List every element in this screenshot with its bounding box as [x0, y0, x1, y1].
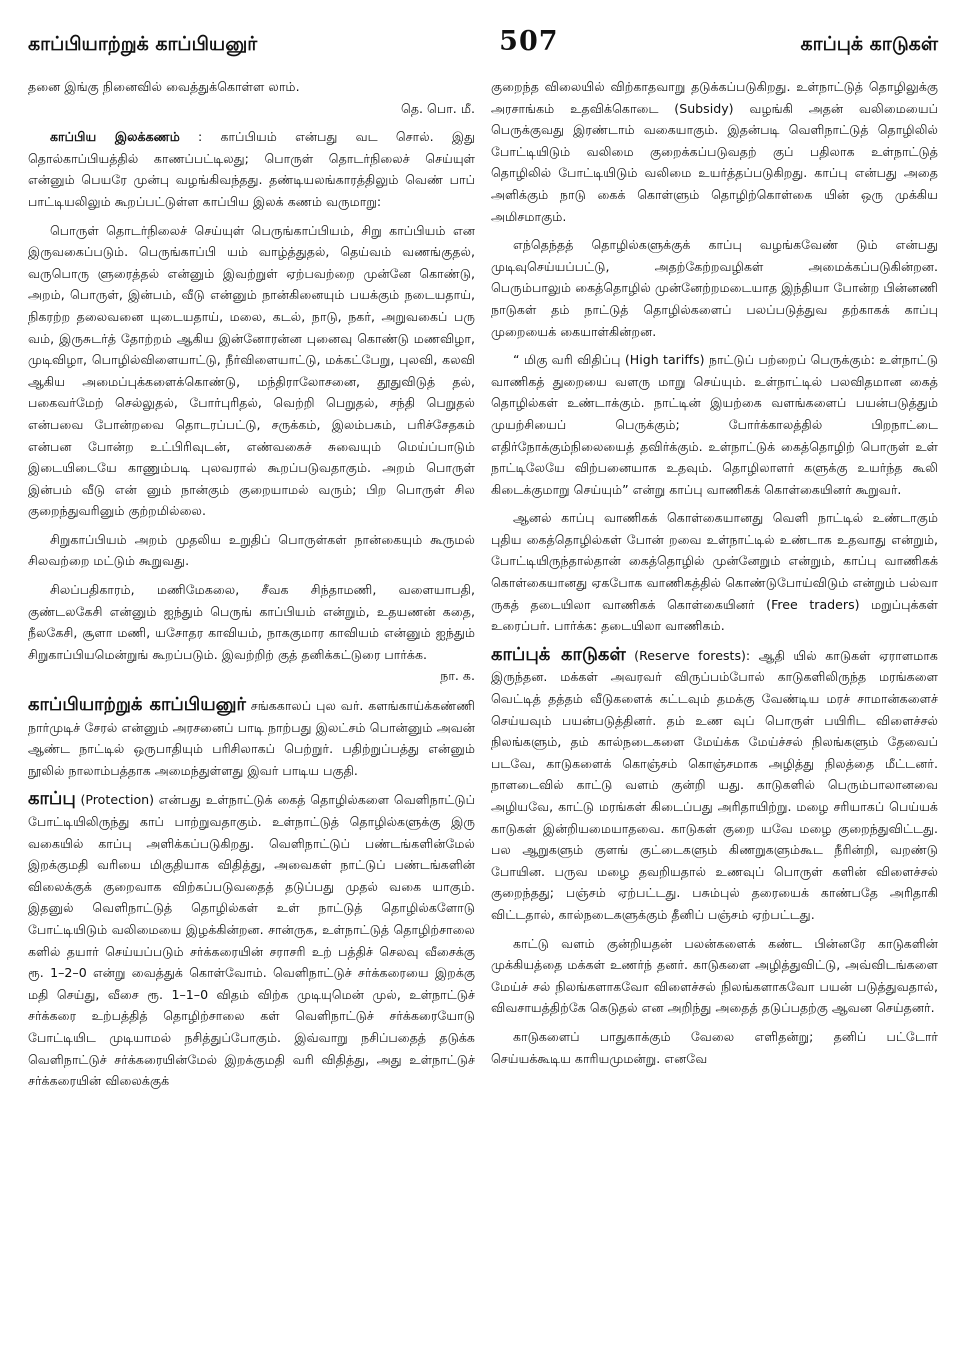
entry-text: (Protection) என்பது உள்நாட்டுக் கைத் தொழில்களை வெளிநாட்டுப் போட்டியிலிருந்து காப் பாற்றுவதாகும். உள்நாட்டுத் தொழில்களுக்கு இரு வகையில் காப்பு அளிக்கப்படுகிறது. வெளிநாட்டுப் பண்டங்களின்மேல் இறக்குமதி வரியை மிகுதியாக விதித்து, அவைகள் நாட்டுப் பண்டங்களின் விலைக்குக் குறைவாக விற்கப்படுவதைத் தடுப்பது முதல் வகை யாகும். இதனுல் வெளிநாட்டுத் தொழில்கள் உள் நாட்டுத் தொழில்களோடு போட்டியிடும் வலிமையை இழக்கின்றன. சான்ருக, உள்நாட்டுத் தொழிற்சாலை களில் தயார் செய்யப்படும் சர்க்கரையின் சராசரி உற் பத்திச் செலவு வீசைக்கு ரூ. 1–2–0 என்று வைத்துக் கொள்வோம். வெளிநாட்டுச் சர்க்கரையை இறக்கு மதி செய்து, வீசை ரூ. 1–1–0 விதம் விற்க முடியுமென் முல், உள்நாட்டுச் சர்க்கரை உற்பத்தித் தொழிற்சாலை கள் வெளிநாட்டுச் சர்க்கரையோடு போட்டியிட முடியாமல் நசித்துப்போகும். இவ்வாறு நசிப்பதைத் தடுக்க வெளிநாட்டுச் சர்க்கரையின்மேல் இறக்குமதி வரி விதித்து, அது உள்நாட்டுச் சர்க்கரையின் விலைக்குக்: [28, 792, 475, 1089]
paragraph-body: சிலப்பதிகாரம், மணிமேகலை, சீவக சிந்தாமணி, வளையாபதி, குண்டலகேசி என்னும் ஐந்தும் பெருங் காப்பியம் என்றும், உதயணன் கதை, நீலகேசி, சூளா மணி, யசோதர காவியம், நாககுமார காவியம் என்னும் ஐந்தும் சிறுகாப்பியமென்றுங் கூறப்படும். இவற்றிற் குத் தனிக்கட்டுரை பார்க்க.: [28, 582, 475, 662]
entry-heading: காப்புக் காடுகள்: [491, 643, 626, 665]
entry-heading: காப்பியாற்றுக் காப்பியனுர்: [28, 694, 246, 716]
paragraph-text: குறைந்த விலையில் விற்காதவாறு தடுக்கப்படுகிறது. உள்நாட்டுத் தொழிலுக்கு அரசாங்கம் உதவிக்கொடை (Subsidy) வழங்கி அதன் வலிமையைப் பெருக்குவது இரண்டாம் வகையாகும். இதன்படி வெளிநாட்டுத் தொழிலில் போட்டியிடும் வலிமை குறைக்கப்படுவதற் குப் பதிலாக உள்நாட்டுத் தொழிலில் போட்டியிடும் வலிமை உயர்த்தப்படுகிறது. காப்பு என்பது அதை அளிக்கும் நாடு கைக் கொள்ளும் தொழிற்கொள்கை யின் ஒரு முக்கிய அமிசமாகும்.: [491, 79, 938, 224]
paragraph-text: சிறுகாப்பியம் அறம் முதலிய உறுதிப் பொருள்கள் நான்கையும் கூருமல் சிலவற்றை மட்டும் கூறுவது.: [28, 531, 475, 569]
page-header: [28, 26, 938, 64]
page-number: 507: [499, 26, 559, 57]
entry-text: சங்ககாலப் புல வர். களங்காய்க்கண்ணி நார்முடிச் சேரல் என்னும் அரசனைப் பாடி நாற்பது இலட்சம் பொன்னும் அவன் ஆண்ட நாட்டில் ஒருபாதியும் பரிசிலாகப் பெற்றுர். பதிற்றுப்பத்து என்னும் நூலில் நாலாம்பத்தாக அமைந்துள்ளது இவர் பாடிய பகுதி.: [28, 698, 475, 778]
entry-text: : காப்பியம் என்பது வட சொல். இது தொல்காப்பியத்தில் காணப்பட்டிலது; பொருள் தொடர்நிலைச் செய்யுள் என்னும் பெயரே முன்பு வழங்கிவந்தது. தண்டியலங்காரத்திலும் வெண் பாப் பாட்டியலிலும் கூறப்பட்டுள்ள காப்பிய இலக் கணம் வருமாறு:: [28, 129, 475, 209]
paragraph-text: [28, 579, 475, 687]
paragraph-text: பொருள் தொடர்நிலைச் செய்யுள் பெருங்காப்பியம், சிறு காப்பியம் என இருவகைப்படும். பெருங்காப்பி யம் வாழ்த்துதல், தெய்வம் வணங்குதல், வருபொரு ளுரைத்தல் என்னும் இவற்றுள் ஏற்பவற்றை முன்னே கொண்டு, அறம், பொருள், இன்பம், வீடு என்னும் நான்கினையும் பயக்கும் நடையதாய், நிகரற்ற தலைவனை யுடையதாய், மலை, கடல், நாடு, நகர், அறுவகைப் பரு வம், இருசுடர்த் தோற்றம் ஆகிய இன்னோரன்ன புனைவு கொண்டு மணவிழா, முடிவிழா, பொழில்விளையாட்டு, நீர்விளையாட்டு, மக்கட்பேறு, புலவி, கலவி ஆகிய அமைப்புக்களைக்கொண்டு, மந்திராலோசனை, தூதுவிடுத் தல், பகைவர்மேற் செல்லுதல், போர்புரிதல், வெற்றி பெறுதல், சந்தி பெறுதல் என்பவை போன்றவை தொடரப்பட்டு, சருக்கம், இலம்பகம், பரிச்சேதகம் என்பன போன்ற உட்பிரிவுடன், எண்வகைச் சுவையும் மெய்ப்பாடும் இடையிடையே காணும்படி புலவரால் கூறப்படுவதாகும். அறம் பொருள் இன்பம் வீடு என் னும் நான்கும் குறையாமல் வரும்; பிற பொருள் சில குறைந்துவரினும் குற்றமில்லை.: [28, 222, 475, 519]
entry-heading: காப்பு: [28, 788, 76, 810]
entry-reserve-forests: [491, 644, 938, 926]
paragraph-text: எந்தெந்தத் தொழில்களுக்குக் காப்பு வழங்கவேண் டும் என்பது முடிவுசெய்யப்பட்டு, அதற்கேற்றவழிகள் அமைக்கப்படுகின்றன. பெரும்பாலும் கைத்தொழில் முன்னேற்றமடையாத இந்தியா போன்ற பின்னணி நாடுகள் தம் நாட்டுத் தொழில்களைப் பலப்படுத்துவ தற்காகக் காப்பு முறையைக் கையாள்கின்றன.: [491, 237, 938, 339]
paragraph-text: தனை இங்கு நினைவில் வைத்துக்கொள்ள லாம்.: [28, 79, 300, 94]
paragraph-text: காட்டு வளம் குன்றியதன் பலன்களைக் கண்ட பின்னரே காடுகளின் முக்கியத்தை மக்கள் உணர்ந் தனர். காடுகளை அழித்துவிட்டு, அவ்விடங்களை மேய்ச் சல் நிலங்களாகவோ விளைச்சல் நிலங்களாகவோ பயன் படுத்துவதால், விவசாயத்திற்கே கெடுதல் என அறிந்து அதைத் தடுப்பதற்கு ஆவன செய்தனர்.: [491, 935, 938, 1016]
author-signature: நா. க.: [440, 668, 475, 684]
author-signature: தெ. பொ. மீ.: [401, 100, 475, 116]
right-column: [491, 76, 938, 1356]
left-column: [28, 76, 475, 1356]
entry-heading: காப்பிய இலக்கணம்: [50, 129, 180, 145]
entry-kavya-ilakkanam: [28, 126, 475, 212]
entry-kappu-protection: [28, 788, 475, 1091]
paragraph-text: காடுகளைப் பாதுகாக்கும் வேலை எளிதன்று; தனிப் பட்டோர் செய்யக்கூடிய காரியமுமன்று. எனவே: [491, 1028, 938, 1066]
paragraph-quote: “ மிகு வரி விதிப்பு (High tariffs) நாட்டுப் பற்றைப் பெருக்கும்: உள்நாட்டு வாணிகத் துறையை வளரு மாறு செய்யும். உள்நாட்டில் பலவிதமான கைத் தொழில்கள் உண்டாக்கும். நாட்டின் இயற்கை வளங்களைப் பயன்படுத்தும் முயற்சியைப் பெருக்கும்; போர்க்காலத்தில் பிறநாட்டை எதிர்நோக்கும்நிலையைத் தவிர்க்கும். உள்நாட்டுக் கைத்தொழிற் பொருள் உள் நாட்டிலேயே விற்பனையாக உதவும். தொழிலாளர் களுக்கு உயர்ந்த கூலி கிடைக்குமாறு செய்யும்” என்று காப்பு வாணிகக் கொள்கையினர் கூறுவர்.: [491, 352, 938, 497]
paragraph-continuation: [28, 76, 475, 119]
header-right-title: காப்புக் காடுகள்: [800, 33, 938, 55]
header-left-title: காப்பியாற்றுக் காப்பியனுர்: [28, 33, 258, 55]
entry-kappiyatru-kappiyanar: [28, 694, 475, 781]
paragraph-text: ஆனல் காப்பு வாணிகக் கொள்கையானது வெளி நாட்டில் உண்டாகும் புதிய கைத்தொழில்கள் போன் றவை உள்நாட்டில் உண்டாக உதவாது என்றும், போட்டியிருந்தால்தான் கைத்தொழில் முன்னேறும் என்றும், காப்பு வாணிகக் கொள்கையானது ஏகபோக வாணிகத்தில் கொண்டுபோய்விடும் என்றும் பல்வா ருகத் தடையிலா வாணிகக் கொள்கையினர் (Free traders) மறுப்புக்கள் உரைப்பர். பார்க்க: தடையிலா வாணிகம்.: [491, 510, 938, 634]
entry-text: (Reserve forests): ஆதி யில் காடுகள் ஏராளமாக இருந்தன. மக்கள் அவரவர் விருப்பம்போல் காடுகளிலிருந்த மரங்களை வெட்டித் தத்தம் வீடுகளைக் கட்டவும் தமக்கு வேண்டிய மரச் சாமான்களைச் செய்யவும் பயன்படுத்தினர். தம் உண வுப் பொருள் பயிரிட விளைச்சல் நிலங்களும், தம் கால்நடைகளை மேய்க்க மேய்ச்சல் நிலங்களும் தேவைப் படவே, காடுகளைக் கொஞ்சம் கொஞ்சமாக அழித்து நிலத்தை மீட்டனர். நாளடைவில் காட்டு வளம் குன்றி யது. காடுகளில் பெரும்பாலானவை அழியவே, காட்டு மரங்கள் கிடைப்பது அரிதாயிற்று. மழை சரியாகப் பெய்யக் காடுகள் இன்றியமையாதவை. காடுகள் குறை யவே மழை குறைந்துவிட்டது. பல ஆறுகளும் குளங் குட்டைகளும் கிணறுகளும்கூட நீரின்றி, வறண்டு போயின. பருவ மழை தவறியதால் உணவுப் பொருள் களின் விளைச்சல் குறைந்தது; பஞ்சம் ஏற்பட்டது. பசும்புல் தரையைக் காண்பதே அரிதாகி விட்டதால், கால்நடைகளுக்கும் தீனிப் பஞ்சம் ஏற்பட்டது.: [491, 647, 938, 922]
text-columns: [28, 76, 938, 1356]
